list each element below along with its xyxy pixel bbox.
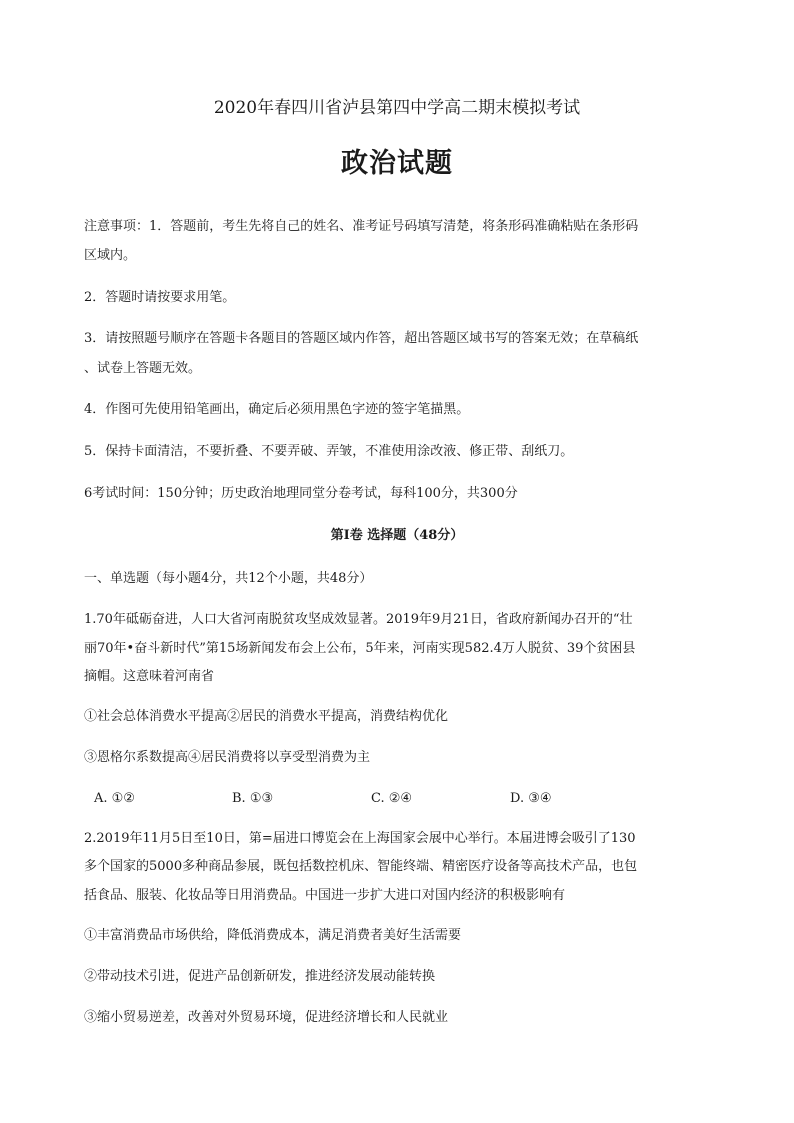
section-title: 第I卷 选择题（48分） bbox=[330, 528, 464, 543]
q2-stem-line: 括食品、服装、化妆品等日用消费品。中国进一步扩大进口对国内经济的积极影响有 bbox=[84, 888, 566, 903]
section-subtitle: 一、单选题（每小题4分，共12个小题，共48分） bbox=[84, 571, 373, 586]
note-line: 4．作图可先使用铅笔画出，确定后必须用黑色字迹的签字笔描黑。 bbox=[84, 402, 470, 417]
q2-item: ③缩小贸易逆差，改善对外贸易环境，促进经济增长和人民就业 bbox=[84, 1010, 449, 1025]
q1-item: ①社会总体消费水平提高②居民的消费水平提高，消费结构优化 bbox=[84, 709, 449, 724]
note-line: 3．请按照题号顺序在答题卡各题目的答题区域内作答，超出答题区域书写的答案无效；在草稿纸 bbox=[84, 331, 639, 346]
note-line: 5．保持卡面清洁，不要折叠、不要弄破、弄皱，不准使用涂改液、修正带、刮纸刀。 bbox=[84, 444, 574, 459]
q1-option-a: A. ①② bbox=[94, 791, 135, 806]
exam-title: 2020年春四川省泸县第四中学高二期末模拟考试 bbox=[213, 98, 581, 118]
subject-title: 政治试题 bbox=[341, 148, 453, 179]
q1-stem-line: 丽70年•奋斗新时代”第15场新闻发布会上公布，5年来，河南实现582.4万人脱贫、39个贫困县 bbox=[84, 641, 636, 656]
note-line: 区域内。 bbox=[84, 248, 137, 263]
note-line: 、试卷上答题无效。 bbox=[84, 361, 202, 376]
q1-item: ③恩格尔系数提高④居民消费将以享受型消费为主 bbox=[84, 750, 371, 765]
q1-stem-line: 1.70年砥砺奋进，人口大省河南脱贫攻坚成效显著。2019年9月21日，省政府新闻办召开的“壮 bbox=[84, 612, 633, 627]
q2-item: ①丰富消费品市场供给，降低消费成本，满足消费者美好生活需要 bbox=[84, 928, 462, 943]
q1-stem-line: 摘帽。这意味着河南省 bbox=[84, 669, 215, 684]
q2-item: ②带动技术引进，促进产品创新研发，推进经济发展动能转换 bbox=[84, 969, 436, 984]
q2-stem-line: 2.2019年11月5日至10日，第=届进口博览会在上海国家会展中心举行。本届进博会吸引了130 bbox=[84, 831, 636, 846]
q1-option-b: B. ①③ bbox=[232, 791, 274, 806]
q1-option-d: D. ③④ bbox=[510, 791, 552, 806]
q1-option-c: C. ②④ bbox=[371, 791, 413, 806]
note-line: 6考试时间：150分钟；历史政治地理同堂分卷考试，每科100分，共300分 bbox=[84, 486, 518, 501]
note-line: 注意事项：1．答题前，考生先将自己的姓名、准考证号码填写清楚，将条形码准确粘贴在条形码 bbox=[84, 219, 639, 234]
q2-stem-line: 多个国家的5000多种商品参展，既包括数控机床、智能终端、精密医疗设备等高技术产品，也包 bbox=[84, 859, 638, 874]
note-line: 2．答题时请按要求用笔。 bbox=[84, 290, 236, 305]
